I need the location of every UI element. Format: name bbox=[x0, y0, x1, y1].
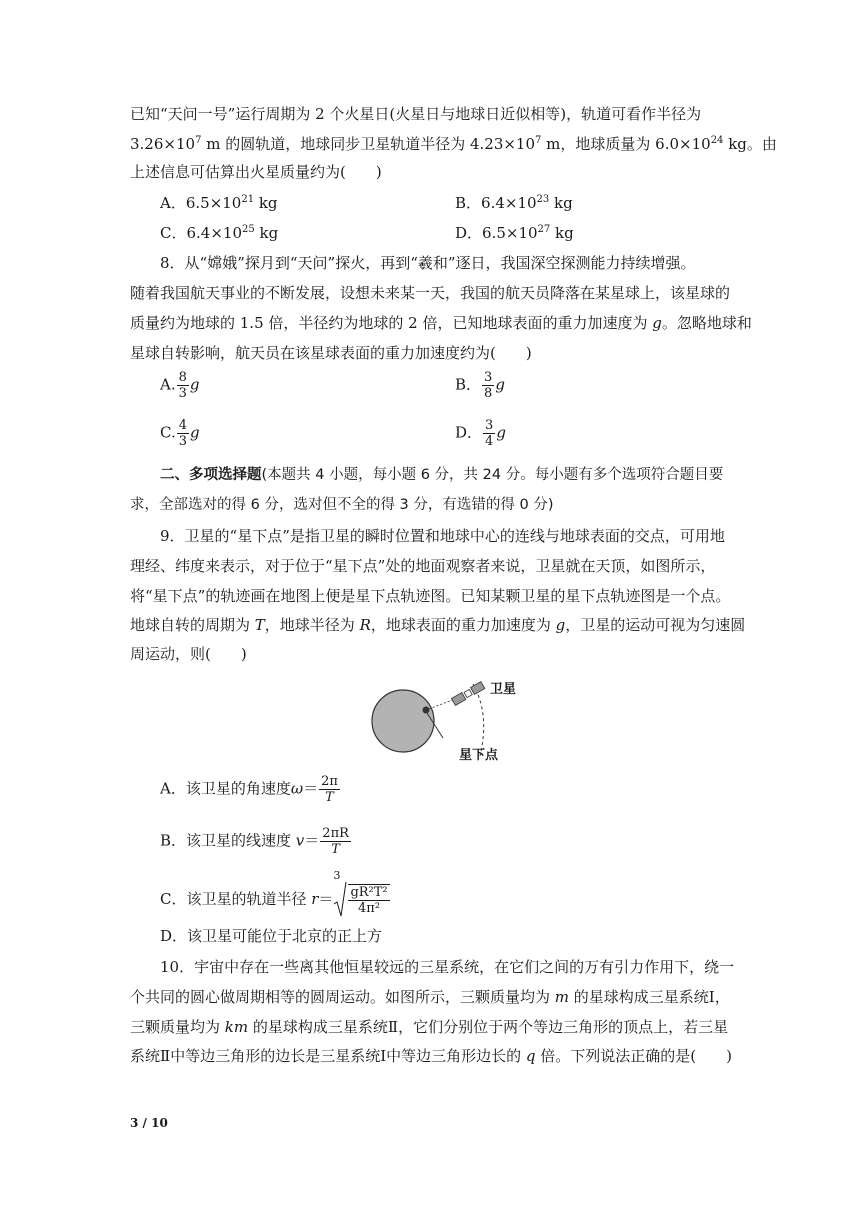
q9-line-1: 9．卫星的“星下点”是指卫星的瞬时位置和地球中心的连线与地球表面的交点，可用地 bbox=[160, 527, 725, 545]
radical-sign bbox=[333, 880, 347, 920]
q7-option-b: B．$6.4\times 10^{23}$ kg bbox=[455, 194, 573, 212]
fraction: $\frac{3}{8}$ bbox=[484, 370, 493, 401]
q10-line-1: 10．宇宙中存在一些离其他恒星较远的三星系统，在它们之间的万有引力作用下，绕一 bbox=[160, 958, 735, 976]
fraction: $\frac{8}{3}$ bbox=[178, 370, 187, 401]
q8-option-c: C. $\frac{4}{3}$ g bbox=[160, 418, 200, 449]
q8-option-b: B． $\frac{3}{8}$ g bbox=[455, 370, 505, 401]
q7-option-c: C．$6.4\times 10^{25}$ kg bbox=[160, 224, 279, 242]
earth-circle bbox=[372, 690, 434, 752]
subpoint-dot bbox=[423, 707, 430, 714]
fraction: $\frac{3}{4}$ bbox=[485, 418, 494, 449]
cube-root: 3 $\frac{\text{gR²T²}}{\text{4π²}}$ bbox=[333, 880, 390, 920]
satellite-icon bbox=[451, 682, 484, 706]
page-number: 3 / 10 bbox=[130, 1116, 168, 1130]
section-heading: 二、多项选择题(本题共 4 小题，每小题 6 分，共 24 分。每小题有多个选项符合题目要 bbox=[160, 467, 724, 483]
fraction: $\frac{\text{gR²T²}}{\text{4π²}}$ bbox=[350, 885, 388, 916]
q10-line-2: 个共同的圆心做周期相等的圆周运动。如图所示，三颗质量均为 m 的星球构成三星系统Ⅰ， bbox=[130, 988, 730, 1006]
q10-line-3: 三颗质量均为 km 的星球构成三星系统Ⅱ，它们分别位于两个等边三角形的顶点上，若三星 bbox=[130, 1018, 729, 1036]
fraction: $\frac{2\pi}{T}$ bbox=[321, 774, 338, 805]
subpoint-label: 星下点 bbox=[459, 748, 499, 763]
q8-line-1: 8．从“嫦娥”探月到“天问”探火，再到“羲和”逐日，我国深空探测能力持续增强。 bbox=[160, 254, 696, 272]
q7-option-a: A．$6.5\times 10^{21}$ kg bbox=[160, 194, 278, 212]
q7-line-2: $3.26\times 10^7$ m 的圆轨道，地球同步卫星轨道半径为 $4.23\times 10^7$ m，地球质量为 $6.0\times 10^{24}$ kg。由 bbox=[130, 135, 777, 153]
q9-option-b: B．该卫星的线速度 v＝ $\frac{2\pi R}{T}$ bbox=[160, 826, 349, 857]
satellite-label: 卫星 bbox=[490, 682, 517, 697]
fraction: $\frac{2\pi R}{T}$ bbox=[322, 826, 349, 857]
q7-line-3: 上述信息可估算出火星质量约为( ) bbox=[130, 163, 382, 181]
satellite-figure bbox=[365, 664, 525, 764]
q8-line-3: 质量约为地球的 1.5 倍，半径约为地球的 2 倍，已知地球表面的重力加速度为 g。忽略地球和 bbox=[130, 314, 752, 332]
q9-line-3: 将“星下点”的轨迹画在地图上便是星下点轨迹图。已知某颗卫星的星下点轨迹图是一个点。 bbox=[130, 587, 731, 605]
section-note: 求，全部选对的得 6 分，选对但不全的得 3 分，有选错的得 0 分) bbox=[130, 497, 554, 513]
q7-option-d: D．$6.5\times 10^{27}$ kg bbox=[455, 224, 574, 242]
q8-line-2: 随着我国航天事业的不断发展，设想未来某一天，我国的航天员降落在某星球上，该星球的 bbox=[130, 284, 731, 302]
q7-line-1: 已知“天问一号”运行周期为 2 个火星日(火星日与地球日近似相等)，轨道可看作半径为 bbox=[130, 105, 702, 123]
q8-option-d: D． $\frac{3}{4}$ g bbox=[455, 418, 506, 449]
q10-line-4: 系统Ⅱ中等边三角形的边长是三星系统Ⅰ中等边三角形边长的 q 倍。下列说法正确的是( ) bbox=[130, 1047, 732, 1065]
q9-option-d: D．该卫星可能位于北京的正上方 bbox=[160, 927, 383, 945]
q9-line-4: 地球自转的周期为 T，地球半径为 R，地球表面的重力加速度为 g，卫星的运动可视为匀速圆 bbox=[130, 616, 746, 634]
q8-line-4: 星球自转影响，航天员在该星球表面的重力加速度约为( ) bbox=[130, 344, 532, 362]
q8-option-a: A. $\frac{8}{3}$ g bbox=[160, 370, 200, 401]
q9-option-c: C．该卫星的轨道半径 r＝ 3 $\frac{\text{gR²T²}}{\text{4π²}}$ bbox=[160, 880, 391, 920]
q9-line-5: 周运动，则( ) bbox=[130, 645, 247, 663]
q9-option-a: A．该卫星的角速度ω＝ $\frac{2\pi}{T}$ bbox=[160, 774, 338, 805]
fraction: $\frac{4}{3}$ bbox=[178, 418, 187, 449]
q9-line-2: 理经、纬度来表示，对于位于“星下点”处的地面观察者来说，卫星就在天顶，如图所示， bbox=[130, 557, 716, 575]
